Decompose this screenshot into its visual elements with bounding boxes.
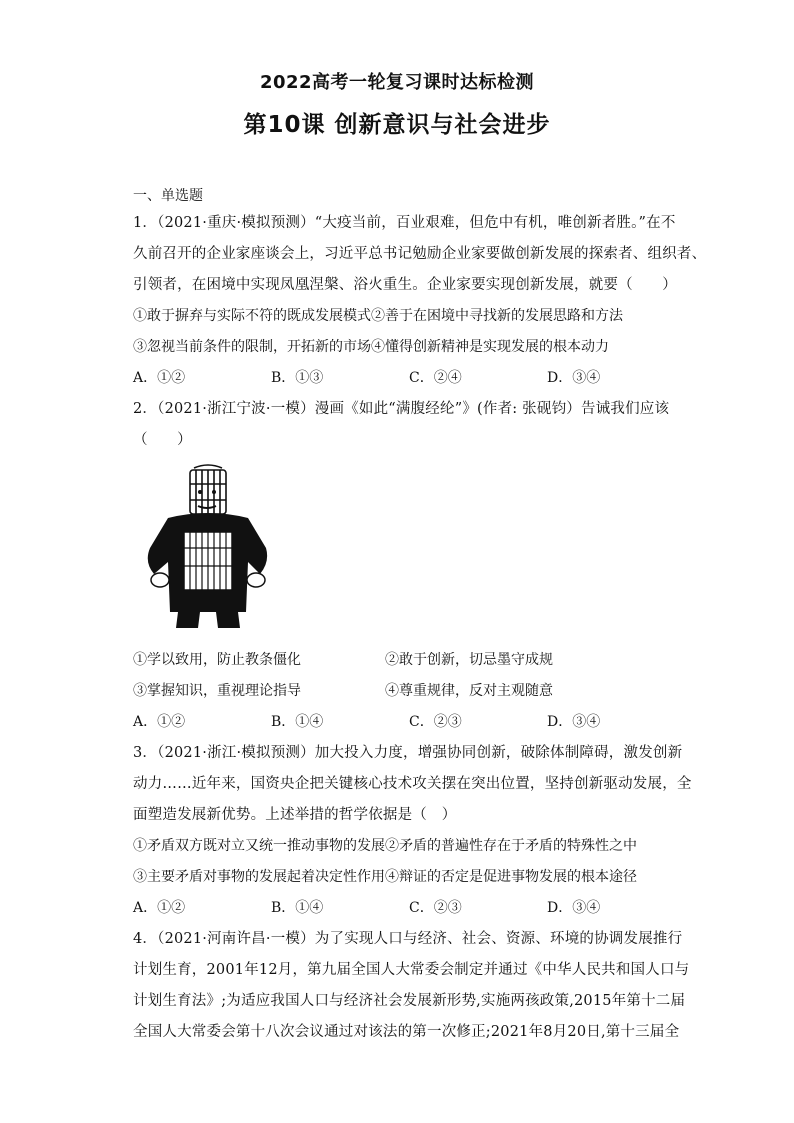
q4-stem-line-3: 计划生育法》;为适应我国人口与经济社会发展新形势,实施两孩政策,2015年第十二届 (133, 993, 686, 1009)
q3-stem-line-1: 3．（2021·浙江·模拟预测）加大投入力度，增强协同创新，破除体制障碍，激发创新 (133, 745, 683, 761)
q2-option-a[interactable]: A．①② (133, 714, 186, 730)
q2-statement-3: ③掌握知识，重视理论指导 (133, 683, 301, 699)
q2-option-b[interactable]: B．①④ (271, 714, 324, 730)
q1-stem-line-1: 1．（2021·重庆·模拟预测）“大疫当前，百业艰难，但危中有机，唯创新者胜。”在不 (133, 215, 676, 231)
q3-option-b[interactable]: B．①④ (271, 900, 324, 916)
q3-statement-2: ③主要矛盾对事物的发展起着决定性作用④辩证的否定是促进事物发展的根本途径 (133, 869, 637, 885)
q2-statement-1: ①学以致用，防止教条僵化 (133, 652, 301, 668)
q2-statement-2: ②敢于创新，切忌墨守成规 (385, 652, 553, 668)
q4-stem-line-1: 4．（2021·河南许昌·一模）为了实现人口与经济、社会、资源、环境的协调发展推行 (133, 931, 683, 947)
q1-statement-2: ③忽视当前条件的限制，开拓新的市场④懂得创新精神是实现发展的根本动力 (133, 339, 609, 355)
q1-stem-line-3: 引领者，在困境中实现凤凰涅槃、浴火重生。企业家要实现创新发展，就要（ ） (133, 277, 677, 293)
q2-option-d[interactable]: D．③④ (547, 714, 601, 730)
q3-option-c[interactable]: C．②③ (409, 900, 462, 916)
q1-statement-1: ①敢于摒弃与实际不符的既成发展模式②善于在困境中寻找新的发展思路和方法 (133, 308, 623, 324)
q1-option-b[interactable]: B．①③ (271, 370, 324, 386)
q4-stem-line-2: 计划生育，2001年12月，第九届全国人大常委会制定并通过《中华人民共和国人口与 (133, 962, 690, 978)
document-title: 2022高考一轮复习课时达标检测 (259, 72, 535, 93)
q3-stem-line-3: 面塑造发展新优势。上述举措的哲学依据是（ ） (133, 807, 457, 823)
q1-stem-line-2: 久前召开的企业家座谈会上，习近平总书记勉励企业家要做创新发展的探索者、组织者、 (133, 246, 707, 262)
q3-option-a[interactable]: A．①② (133, 900, 186, 916)
q1-option-a[interactable]: A．①② (133, 370, 186, 386)
q1-option-c[interactable]: C．②④ (409, 370, 462, 386)
q2-stem-line-1: 2．（2021·浙江宁波·一模）漫画《如此“满腹经纶”》(作者: 张砚钧）告诫我们应该 (133, 401, 670, 417)
lesson-title: 第10课 创新意识与社会进步 (243, 112, 551, 138)
q3-option-d[interactable]: D．③④ (547, 900, 601, 916)
q1-option-d[interactable]: D．③④ (547, 370, 601, 386)
q4-stem-line-4: 全国人大常委会第十八次会议通过对该法的第一次修正;2021年8月20日,第十三届全 (133, 1024, 680, 1040)
q2-option-c[interactable]: C．②③ (409, 714, 462, 730)
q3-stem-line-2: 动力……近年来，国资央企把关键核心技术攻关摆在突出位置，坚持创新驱动发展，全 (133, 776, 692, 792)
q2-statement-4: ④尊重规律，反对主观随意 (385, 683, 553, 699)
q2-stem-line-2: （ ） (133, 432, 192, 448)
q3-statement-1: ①矛盾双方既对立又统一推动事物的发展②矛盾的普遍性存在于矛盾的特殊性之中 (133, 838, 637, 854)
section-heading: 一、单选题 (133, 188, 203, 204)
cartoon-illustration (138, 462, 278, 630)
